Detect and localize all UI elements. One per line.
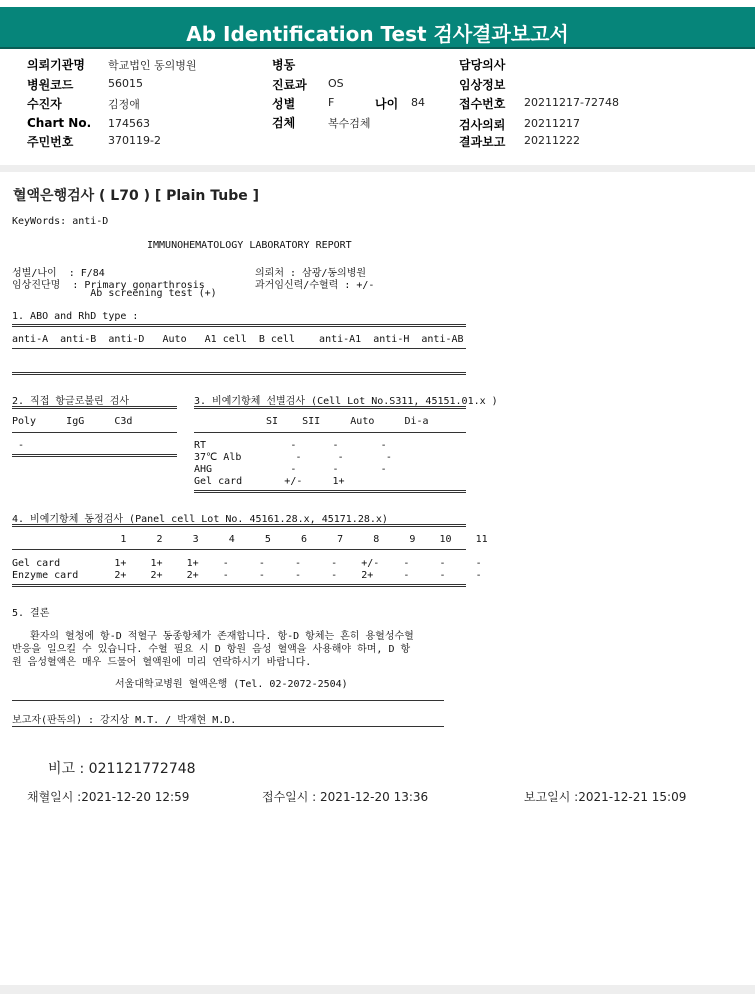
- accession-label: 접수번호: [459, 97, 506, 111]
- sex-label: 성별: [272, 97, 296, 111]
- section-title: 혈액은행검사 ( L70 ) [ Plain Tube ]: [13, 188, 260, 204]
- reporter-line: 보고자(판독의) : 강지상 M.T. / 박재현 M.D.: [12, 715, 237, 726]
- collection-time: 채혈일시 :2021-12-20 12:59: [27, 790, 190, 804]
- screening-row: AHG - - -: [194, 464, 387, 475]
- age-value: 84: [411, 96, 425, 109]
- panel-title: 4. 비예기항체 동정검사 (Panel cell Lot No. 45161.28.x, 45171.28.x): [12, 514, 388, 525]
- report-date-label: 결과보고: [459, 135, 506, 149]
- hospital-code-label: 병원코드: [27, 78, 74, 92]
- section-divider: [0, 165, 755, 172]
- patient-name-value: 김정애: [108, 98, 140, 111]
- patient-name-label: 수진자: [27, 97, 62, 111]
- dat-header: Poly IgG C3d: [12, 416, 133, 427]
- history-line: 과거임신력/수혈력 : +/-: [255, 280, 375, 291]
- chart-no-value: 174563: [108, 117, 150, 130]
- report-date-value: 20211222: [524, 134, 580, 147]
- screening-header: SI SII Auto Di-a: [266, 416, 429, 427]
- request-date-value: 20211217: [524, 117, 580, 130]
- remark-line: 비고 : 021121772748: [48, 761, 196, 777]
- screening-row: 37℃ Alb - - -: [194, 452, 392, 463]
- divider: [12, 700, 444, 701]
- hospital-value: 학교법인 동의병원: [108, 59, 197, 72]
- divider: [12, 549, 466, 550]
- request-date-label: 검사의뢰: [459, 118, 506, 132]
- report-title: Ab Identification Test 검사결과보고서: [186, 22, 569, 46]
- panel-row: Enzyme card 2+ 2+ 2+ - - - - 2+ - - -: [12, 570, 482, 581]
- accession-value: 20211217-72748: [524, 96, 619, 109]
- sex-age-line: 성별/나이 : F/84: [12, 268, 105, 279]
- abo-rhd-header: anti-A anti-B anti-D Auto A1 cell B cell anti-A1 anti-H anti-AB: [12, 334, 464, 345]
- conclusion-title: 5. 결론: [12, 608, 50, 619]
- diagnosis-line: 임상진단명 : Primary gonarthrosis: [12, 280, 205, 291]
- divider: [12, 524, 466, 527]
- age-label: 나이: [375, 97, 399, 111]
- divider: [194, 406, 466, 409]
- title-banner: [0, 7, 755, 49]
- referral-line: 의뢰처 : 삼광/동의병원: [255, 268, 367, 279]
- received-time: 접수일시 : 2021-12-20 13:36: [262, 790, 429, 804]
- hospital-code-value: 56015: [108, 77, 143, 90]
- dat-value: -: [12, 440, 25, 451]
- screening-row: RT - - -: [194, 440, 387, 451]
- department-label: 진료과: [272, 78, 307, 92]
- rrn-value: 370119-2: [108, 134, 161, 147]
- divider: [194, 432, 466, 433]
- screening-title: 3. 비예기항체 선별검사 (Cell Lot No.S311, 45151.01.x ): [194, 396, 498, 407]
- report-heading: IMMUNOHEMATOLOGY LABORATORY REPORT: [147, 240, 352, 251]
- panel-row: Gel card 1+ 1+ 1+ - - - - +/- - - -: [12, 558, 482, 569]
- conclusion-line: 반응을 일으킬 수 있습니다. 수혈 필요 시 D 항원 음성 혈액을 사용해야 하며, D 항: [12, 644, 411, 655]
- sex-value: F: [328, 96, 335, 109]
- screening-row: Gel card +/- 1+: [194, 476, 345, 487]
- clinical-info-label: 임상정보: [459, 78, 506, 92]
- panel-header: 1 2 3 4 5 6 7 8 9 10 11: [12, 534, 488, 545]
- divider: [12, 406, 177, 409]
- divider: [12, 372, 466, 375]
- rrn-label: 주민번호: [27, 135, 74, 149]
- chart-no-label: Chart No.: [27, 116, 92, 130]
- diagnosis-line-2: Ab screening test (+): [12, 288, 217, 299]
- conclusion-line: 환자의 혈청에 항-D 적혈구 동종항체가 존재합니다. 항-D 항체는 흔히 용혈성수혈: [12, 631, 414, 642]
- department-value: OS: [328, 77, 344, 90]
- dat-title: 2. 직접 항글로불린 검사: [12, 396, 130, 407]
- abo-rhd-title: 1. ABO and RhD type :: [12, 311, 139, 322]
- hospital-label: 의뢰기관명: [27, 58, 85, 72]
- keywords: KeyWords: anti-D: [12, 216, 109, 227]
- divider: [194, 490, 466, 493]
- specimen-value: 복수검체: [328, 117, 371, 130]
- divider: [12, 324, 466, 327]
- doctor-label: 담당의사: [459, 58, 506, 72]
- specimen-label: 검체: [272, 116, 296, 130]
- reported-time: 보고일시 :2021-12-21 15:09: [524, 790, 687, 804]
- divider: [12, 348, 466, 349]
- divider: [12, 726, 444, 727]
- divider: [12, 432, 177, 433]
- divider: [12, 584, 466, 587]
- bottom-band: [0, 985, 755, 994]
- ward-label: 병동: [272, 58, 296, 72]
- conclusion-line: 원 음성혈액은 매우 드물어 혈액원에 미리 연락하시기 바랍니다.: [12, 657, 312, 668]
- blood-bank-contact: 서울대학교병원 혈액은행 (Tel. 02-2072-2504): [115, 679, 348, 690]
- divider: [12, 454, 177, 457]
